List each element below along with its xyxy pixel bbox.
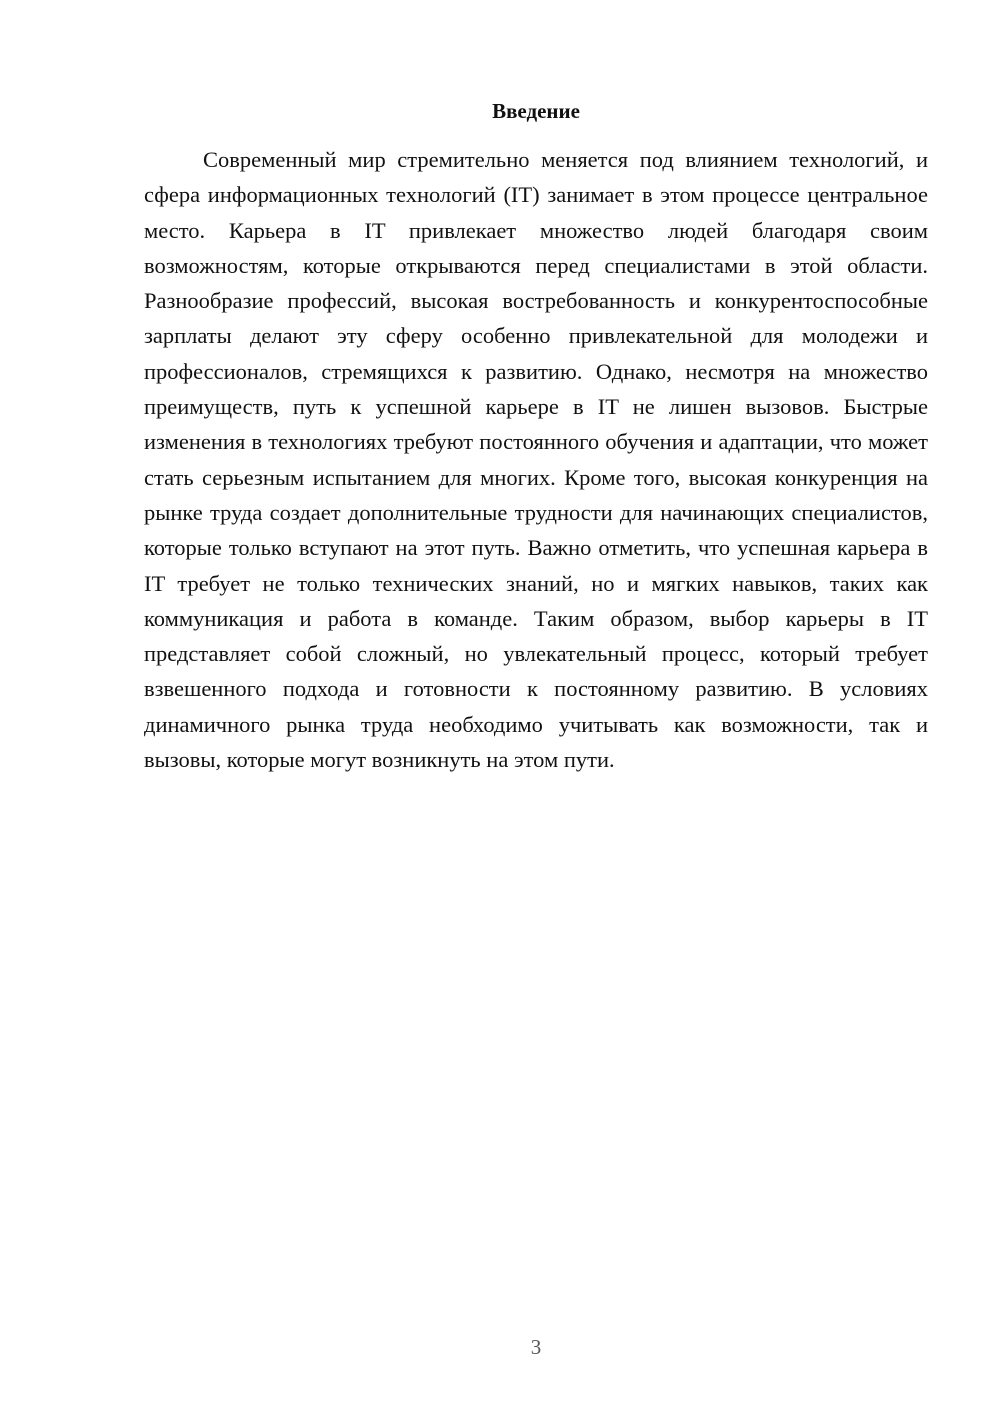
page-number: 3 — [530, 1335, 542, 1359]
section-title: Введение — [492, 99, 580, 123]
introduction-paragraph: Современный мир стремительно меняется под влиянием технологий, и сфера информационных технологий (IT) занимает в этом процессе центральное место. Карьера в IT привлекает множество людей благодаря своим возможностям, которые открываются перед специалистами в этой области. Разнообразие профессий, высокая востребованность и конкурентоспособные зарплаты делают эту сферу особенно привлекательной для молодежи и профессионалов, стремящихся к развитию. Однако, несмотря на множество преимуществ, путь к успешной карьере в IT не лишен вызовов. Быстрые изменения в технологиях требуют постоянного обучения и адаптации, что может стать серьезным испытанием для многих. Кроме того, высокая конкуренция на рынке труда создает дополнительные трудности для начинающих специалистов, которые только вступают на этот путь. Важно отметить, что успешная карьера в IT требует не только технических знаний, но и мягких навыков, таких как коммуникация и работа в команде. Таким образом, выбор карьеры в IT представляет собой сложный, но увлекательный процесс, который требует взвешенного подхода и готовности к постоянному развитию. В условиях динамичного рынка труда необходимо учитывать как возможности, так и вызовы, которые могут возникнуть на этом пути. — [144, 147, 928, 773]
